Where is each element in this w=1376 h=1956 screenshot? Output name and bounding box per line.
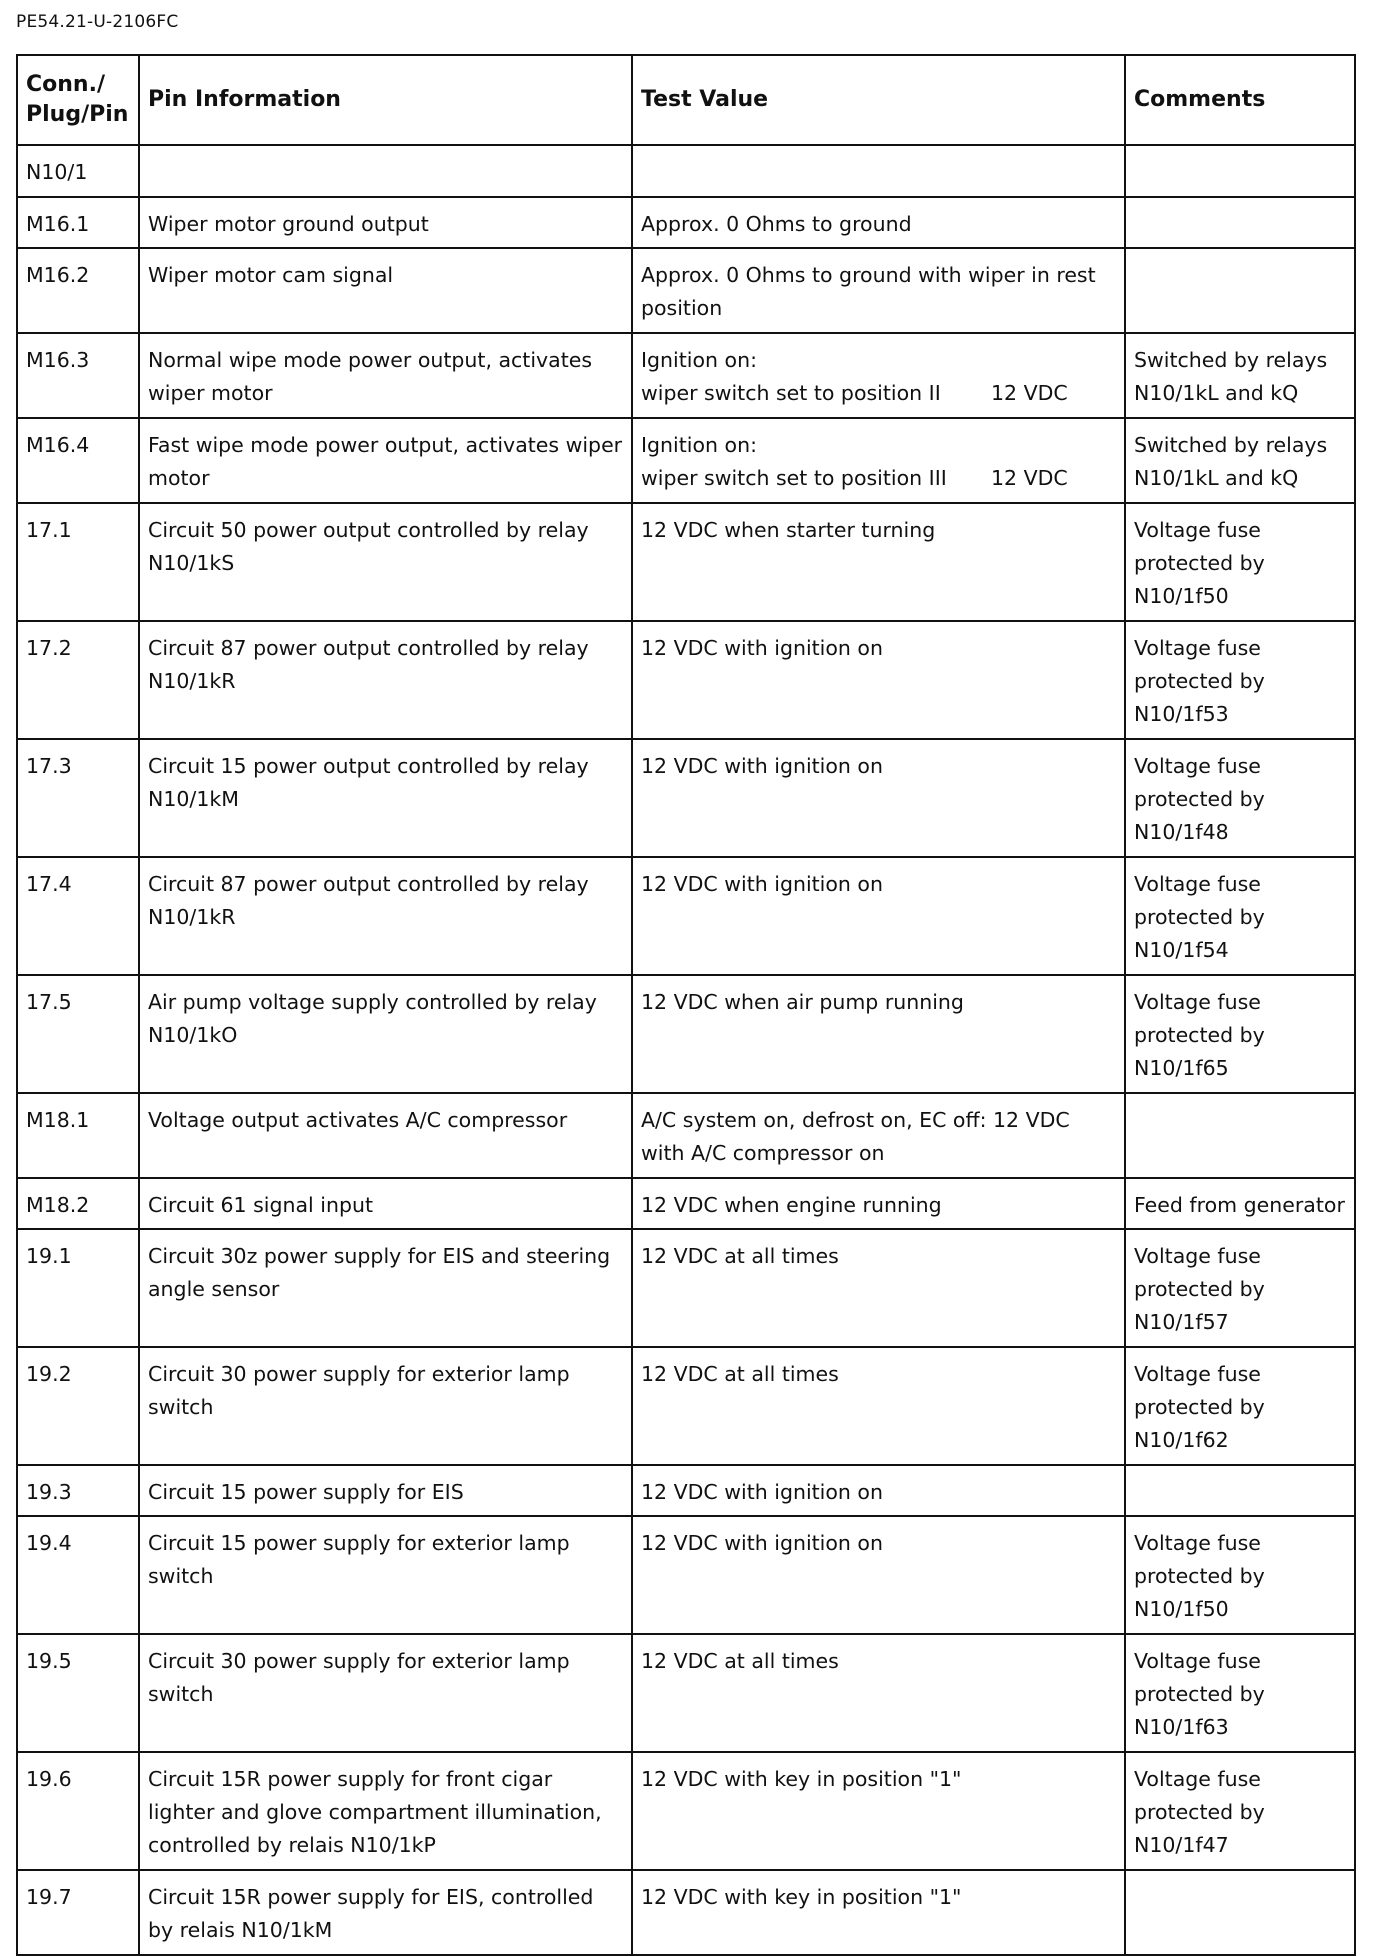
info-cell: Circuit 87 power output controlled by relay N10/1kR bbox=[139, 621, 632, 739]
test-cell: 12 VDC when starter turning bbox=[632, 503, 1125, 621]
pin-cell: 17.1 bbox=[17, 503, 139, 621]
table-row bbox=[17, 1347, 1355, 1465]
table-row bbox=[17, 857, 1355, 975]
table-row bbox=[17, 145, 1355, 197]
test-cell bbox=[632, 145, 1125, 197]
comment-cell bbox=[1125, 1093, 1355, 1178]
comment-cell bbox=[1125, 197, 1355, 248]
comment-cell: Voltage fuse protected by N10/1f63 bbox=[1125, 1634, 1355, 1752]
info-cell: Voltage output activates A/C compressor bbox=[139, 1093, 632, 1178]
test-cell: 12 VDC when air pump running bbox=[632, 975, 1125, 1093]
info-cell: Circuit 30 power supply for exterior lamp switch bbox=[139, 1634, 632, 1752]
info-cell: Normal wipe mode power output, activates wiper motor bbox=[139, 333, 632, 418]
pin-cell: M16.1 bbox=[17, 197, 139, 248]
table-row bbox=[17, 333, 1355, 418]
test-cell: A/C system on, defrost on, EC off: 12 VDC with A/C compressor on bbox=[632, 1093, 1125, 1178]
test-cell: 12 VDC with ignition on bbox=[632, 739, 1125, 857]
test-cell: 12 VDC with ignition on bbox=[632, 621, 1125, 739]
test-cell bbox=[632, 418, 1125, 503]
test-cell: 12 VDC with key in position "1" bbox=[632, 1752, 1125, 1870]
pin-information-table bbox=[16, 54, 1356, 1956]
header-pin-information: Pin Information bbox=[139, 55, 632, 145]
comment-cell: Switched by relays N10/1kL and kQ bbox=[1125, 418, 1355, 503]
table-row bbox=[17, 503, 1355, 621]
pin-cell: 19.3 bbox=[17, 1465, 139, 1516]
table-row bbox=[17, 1178, 1355, 1229]
test-condition: wiper switch set to position II bbox=[641, 381, 941, 405]
test-voltage: 12 VDC bbox=[991, 381, 1068, 405]
test-voltage: 12 VDC bbox=[991, 466, 1068, 490]
pin-cell: 17.2 bbox=[17, 621, 139, 739]
comment-cell: Voltage fuse protected by N10/1f62 bbox=[1125, 1347, 1355, 1465]
pin-cell: 19.6 bbox=[17, 1752, 139, 1870]
pin-cell: 17.4 bbox=[17, 857, 139, 975]
comment-cell: Voltage fuse protected by N10/1f50 bbox=[1125, 1516, 1355, 1634]
header-pin: Conn./ Plug/Pin bbox=[17, 55, 139, 145]
info-cell: Circuit 30z power supply for EIS and steering angle sensor bbox=[139, 1229, 632, 1347]
table-row bbox=[17, 1870, 1355, 1955]
test-line bbox=[641, 462, 1116, 495]
info-cell: Circuit 15 power output controlled by relay N10/1kM bbox=[139, 739, 632, 857]
test-line: Ignition on: bbox=[641, 433, 757, 457]
table-row bbox=[17, 1465, 1355, 1516]
test-cell: 12 VDC with ignition on bbox=[632, 1465, 1125, 1516]
info-cell: Fast wipe mode power output, activates wiper motor bbox=[139, 418, 632, 503]
info-cell bbox=[139, 145, 632, 197]
pin-cell: M16.4 bbox=[17, 418, 139, 503]
table-row bbox=[17, 621, 1355, 739]
comment-cell bbox=[1125, 1870, 1355, 1955]
test-condition: wiper switch set to position III bbox=[641, 466, 947, 490]
info-cell: Circuit 15 power supply for EIS bbox=[139, 1465, 632, 1516]
test-line bbox=[641, 377, 1116, 410]
comment-cell: Voltage fuse protected by N10/1f50 bbox=[1125, 503, 1355, 621]
info-cell: Circuit 87 power output controlled by relay N10/1kR bbox=[139, 857, 632, 975]
comment-cell: Voltage fuse protected by N10/1f47 bbox=[1125, 1752, 1355, 1870]
pin-cell: M16.3 bbox=[17, 333, 139, 418]
pin-cell: 19.1 bbox=[17, 1229, 139, 1347]
test-cell: Approx. 0 Ohms to ground with wiper in rest position bbox=[632, 248, 1125, 333]
comment-cell: Voltage fuse protected by N10/1f65 bbox=[1125, 975, 1355, 1093]
table-row bbox=[17, 1229, 1355, 1347]
pin-cell: N10/1 bbox=[17, 145, 139, 197]
pin-cell: 19.4 bbox=[17, 1516, 139, 1634]
table-row bbox=[17, 1093, 1355, 1178]
comment-cell: Switched by relays N10/1kL and kQ bbox=[1125, 333, 1355, 418]
test-cell: 12 VDC with ignition on bbox=[632, 857, 1125, 975]
table-row bbox=[17, 975, 1355, 1093]
test-cell: 12 VDC at all times bbox=[632, 1634, 1125, 1752]
pin-cell: M18.1 bbox=[17, 1093, 139, 1178]
document-code: PE54.21-U-2106FC bbox=[16, 12, 179, 32]
header-test-value: Test Value bbox=[632, 55, 1125, 145]
table-header-row bbox=[17, 55, 1355, 145]
info-cell: Circuit 15R power supply for EIS, controlled by relais N10/1kM bbox=[139, 1870, 632, 1955]
comment-cell bbox=[1125, 248, 1355, 333]
pin-cell: 19.2 bbox=[17, 1347, 139, 1465]
comment-cell: Feed from generator bbox=[1125, 1178, 1355, 1229]
test-cell bbox=[632, 333, 1125, 418]
test-cell: 12 VDC when engine running bbox=[632, 1178, 1125, 1229]
info-cell: Air pump voltage supply controlled by relay N10/1kO bbox=[139, 975, 632, 1093]
table-row bbox=[17, 1634, 1355, 1752]
comment-cell: Voltage fuse protected by N10/1f57 bbox=[1125, 1229, 1355, 1347]
info-cell: Circuit 50 power output controlled by relay N10/1kS bbox=[139, 503, 632, 621]
info-cell: Wiper motor cam signal bbox=[139, 248, 632, 333]
header-comments: Comments bbox=[1125, 55, 1355, 145]
info-cell: Circuit 15 power supply for exterior lamp switch bbox=[139, 1516, 632, 1634]
test-cell: 12 VDC with key in position "1" bbox=[632, 1870, 1125, 1955]
table-row bbox=[17, 418, 1355, 503]
info-cell: Circuit 61 signal input bbox=[139, 1178, 632, 1229]
pin-cell: M18.2 bbox=[17, 1178, 139, 1229]
table-row bbox=[17, 248, 1355, 333]
test-cell: 12 VDC at all times bbox=[632, 1347, 1125, 1465]
info-cell: Circuit 30 power supply for exterior lamp switch bbox=[139, 1347, 632, 1465]
test-cell: 12 VDC at all times bbox=[632, 1229, 1125, 1347]
pin-cell: 17.3 bbox=[17, 739, 139, 857]
pin-cell: M16.2 bbox=[17, 248, 139, 333]
test-cell: 12 VDC with ignition on bbox=[632, 1516, 1125, 1634]
comment-cell: Voltage fuse protected by N10/1f54 bbox=[1125, 857, 1355, 975]
comment-cell bbox=[1125, 1465, 1355, 1516]
table-row bbox=[17, 1752, 1355, 1870]
table-row bbox=[17, 197, 1355, 248]
comment-cell: Voltage fuse protected by N10/1f53 bbox=[1125, 621, 1355, 739]
pin-cell: 19.7 bbox=[17, 1870, 139, 1955]
info-cell: Circuit 15R power supply for front cigar lighter and glove compartment illumination, controlled by relais N10/1kP bbox=[139, 1752, 632, 1870]
comment-cell bbox=[1125, 145, 1355, 197]
table-row bbox=[17, 739, 1355, 857]
pin-cell: 17.5 bbox=[17, 975, 139, 1093]
pin-cell: 19.5 bbox=[17, 1634, 139, 1752]
info-cell: Wiper motor ground output bbox=[139, 197, 632, 248]
table-row bbox=[17, 1516, 1355, 1634]
test-line: Ignition on: bbox=[641, 348, 757, 372]
test-cell: Approx. 0 Ohms to ground bbox=[632, 197, 1125, 248]
comment-cell: Voltage fuse protected by N10/1f48 bbox=[1125, 739, 1355, 857]
